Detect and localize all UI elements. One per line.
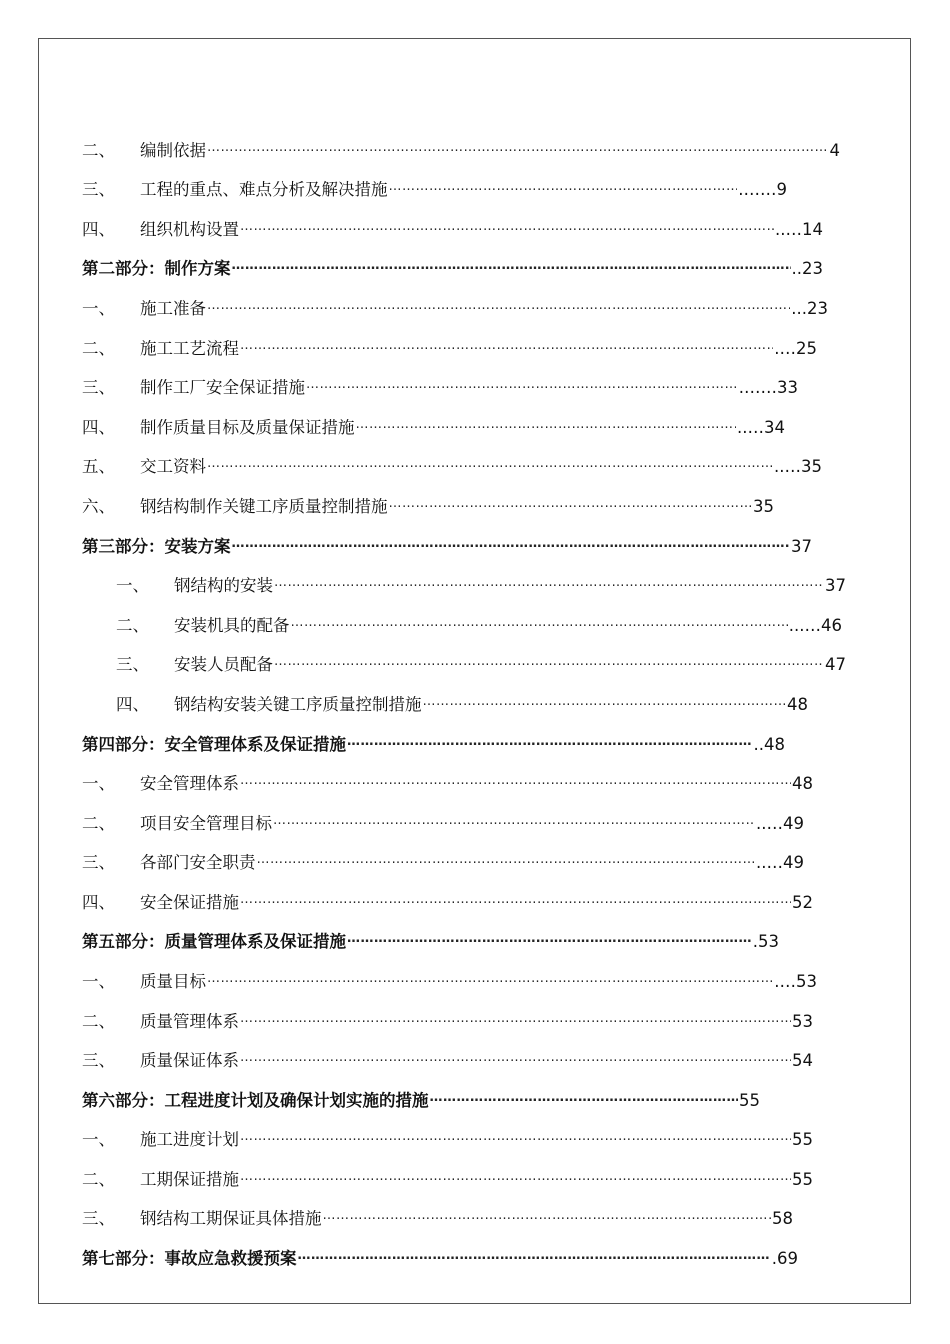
dot-leader: [240, 1007, 791, 1031]
toc-entry-page: 55: [792, 1170, 813, 1189]
toc-entry: [82, 455, 822, 479]
toc-entry: [116, 653, 846, 677]
toc-entry-page: 53: [792, 1012, 813, 1031]
dot-leader: [423, 690, 787, 714]
toc-part-heading: [82, 1247, 798, 1271]
toc-entry-page: .…25: [774, 339, 817, 358]
dot-leader: [240, 1046, 791, 1070]
dot-leader: [207, 967, 773, 991]
dot-leader: [207, 294, 790, 318]
dot-leader: [298, 1244, 771, 1268]
toc-entry-title: 钢结构的安装: [174, 576, 273, 595]
toc-entry: [82, 218, 823, 242]
dot-leader: [240, 1165, 791, 1189]
toc-entry: [82, 416, 785, 440]
toc-entry-number: 三、: [116, 655, 149, 674]
dot-leader: [306, 373, 738, 397]
dot-leader: [232, 254, 791, 278]
toc-entry-page: ..…34: [737, 418, 785, 437]
toc-entry-title: 钢结构制作关键工序质量控制措施: [140, 497, 388, 516]
toc-entry: [116, 693, 808, 717]
toc-entry: [82, 1168, 813, 1192]
toc-entry-title: 项目安全管理目标: [140, 814, 272, 833]
toc-entry: [82, 970, 817, 994]
toc-entry-number: 二、: [82, 141, 115, 160]
toc-entry-title: 第二部分：制作方案: [82, 259, 231, 278]
dot-leader: [389, 175, 738, 199]
toc-entry-page: 52: [792, 893, 813, 912]
dot-leader: [240, 769, 791, 793]
toc-entry: [82, 178, 787, 202]
toc-entry-number: 三、: [82, 1209, 115, 1228]
toc-entry-title: 质量管理体系: [140, 1012, 239, 1031]
toc-entry-page: 48: [787, 695, 808, 714]
toc-entry: [82, 1207, 793, 1231]
toc-entry-title: 制作质量目标及质量保证措施: [140, 418, 355, 437]
dot-leader: [347, 927, 752, 951]
toc-entry-page: 58: [772, 1209, 793, 1228]
toc-entry-page: 4: [829, 141, 840, 160]
toc-entry-page: ..…35: [774, 457, 822, 476]
toc-entry-page: ..48: [753, 735, 785, 754]
toc-entry-number: 三、: [82, 378, 115, 397]
toc-entry-title: 第七部分：事故应急救援预案: [82, 1249, 297, 1268]
toc-entry-page: 54: [792, 1051, 813, 1070]
toc-entry: [82, 1049, 813, 1073]
toc-entry: [82, 1128, 813, 1152]
toc-entry-number: 一、: [82, 299, 115, 318]
toc-entry: [82, 851, 804, 875]
toc-entry-title: 第六部分：工程进度计划及确保计划实施的措施: [82, 1091, 429, 1110]
toc-entry-title: 钢结构安装关键工序质量控制措施: [174, 695, 422, 714]
dot-leader: [207, 452, 773, 476]
dot-leader: [240, 215, 774, 239]
dot-leader: [291, 611, 788, 635]
toc-entry-title: 安装机具的配备: [174, 616, 290, 635]
toc-entry-title: 工期保证措施: [140, 1170, 239, 1189]
dot-leader: [273, 809, 755, 833]
dot-leader: [274, 571, 824, 595]
toc-entry-page: ...23: [791, 299, 828, 318]
dot-leader: [347, 730, 753, 754]
toc-entry-number: 三、: [82, 180, 115, 199]
toc-entry-title: 第五部分：质量管理体系及保证措施: [82, 932, 346, 951]
toc-entry-title: 第四部分：安全管理体系及保证措施: [82, 735, 346, 754]
dot-leader: [232, 532, 791, 556]
toc-entry-page: ..23: [791, 259, 823, 278]
toc-entry-title: 组织机构设置: [140, 220, 239, 239]
toc-entry: [116, 614, 842, 638]
toc-entry-number: 一、: [82, 972, 115, 991]
dot-leader: [257, 848, 756, 872]
toc-entry: [116, 574, 846, 598]
toc-entry-number: 二、: [82, 339, 115, 358]
dot-leader: [240, 334, 773, 358]
toc-entry-page: .69: [771, 1249, 798, 1268]
toc-entry-title: 钢结构工期保证具体措施: [140, 1209, 322, 1228]
toc-part-heading: [82, 1089, 760, 1113]
dot-leader: [240, 1125, 791, 1149]
toc-entry: [82, 812, 804, 836]
toc-entry-title: 安全保证措施: [140, 893, 239, 912]
toc-entry-page: .……33: [738, 378, 798, 397]
toc-entry-page: ..…49: [756, 814, 804, 833]
toc-entry-number: 二、: [82, 1170, 115, 1189]
toc-entry-title: 施工准备: [140, 299, 206, 318]
toc-entry: [82, 337, 817, 361]
toc-entry-page: 37: [791, 537, 812, 556]
toc-entry-title: 施工进度计划: [140, 1130, 239, 1149]
toc-entry-number: 四、: [82, 220, 115, 239]
toc-entry: [82, 772, 813, 796]
toc-entry-number: 一、: [82, 1130, 115, 1149]
toc-entry-page: 37: [825, 576, 846, 595]
dot-leader: [430, 1086, 739, 1110]
toc-entry-page: ..…49: [756, 853, 804, 872]
toc-entry-number: 二、: [82, 814, 115, 833]
toc-part-heading: [82, 930, 779, 954]
toc-entry-number: 四、: [82, 418, 115, 437]
dot-leader: [207, 136, 829, 160]
toc-entry: [82, 139, 840, 163]
dot-leader: [323, 1204, 772, 1228]
toc-entry-number: 五、: [82, 457, 115, 476]
dot-leader: [356, 413, 737, 437]
toc-entry: [82, 1010, 813, 1034]
toc-entry-number: 一、: [116, 576, 149, 595]
toc-entry-number: 四、: [116, 695, 149, 714]
toc-entry-title: 安装人员配备: [174, 655, 273, 674]
toc-entry-page: 35: [753, 497, 774, 516]
toc-entry: [82, 891, 813, 915]
toc-entry-page: 47: [825, 655, 846, 674]
toc-entry-title: 交工资料: [140, 457, 206, 476]
toc-entry-page: 48: [792, 774, 813, 793]
toc-part-heading: [82, 535, 812, 559]
toc-entry-number: 三、: [82, 853, 115, 872]
toc-entry-number: 三、: [82, 1051, 115, 1070]
toc-entry-number: 二、: [116, 616, 149, 635]
toc-entry-title: 第三部分：安装方案: [82, 537, 231, 556]
dot-leader: [389, 492, 753, 516]
toc-entry-title: 施工工艺流程: [140, 339, 239, 358]
toc-entry-page: .……9: [738, 180, 787, 199]
toc-entry: [82, 376, 798, 400]
dot-leader: [240, 888, 791, 912]
toc-entry-number: 一、: [82, 774, 115, 793]
toc-entry-page: .…53: [774, 972, 817, 991]
toc-entry-title: 制作工厂安全保证措施: [140, 378, 305, 397]
toc-entry-title: 安全管理体系: [140, 774, 239, 793]
toc-entry-title: 各部门安全职责: [140, 853, 256, 872]
toc-entry: [82, 495, 774, 519]
toc-entry-page: 55: [739, 1091, 760, 1110]
toc-entry: [82, 297, 828, 321]
toc-entry-page: ...…46: [788, 616, 842, 635]
toc-entry-title: 质量保证体系: [140, 1051, 239, 1070]
toc-entry-title: 工程的重点、难点分析及解决措施: [140, 180, 388, 199]
toc-entry-number: 四、: [82, 893, 115, 912]
toc-part-heading: [82, 733, 785, 757]
toc-entry-number: 六、: [82, 497, 115, 516]
toc-entry-title: 质量目标: [140, 972, 206, 991]
dot-leader: [274, 650, 824, 674]
toc-entry-page: .53: [752, 932, 779, 951]
toc-entry-page: ..…14: [775, 220, 823, 239]
toc-entry-page: 55: [792, 1130, 813, 1149]
toc-part-heading: [82, 257, 823, 281]
toc-entry-title: 编制依据: [140, 141, 206, 160]
toc-entry-number: 二、: [82, 1012, 115, 1031]
